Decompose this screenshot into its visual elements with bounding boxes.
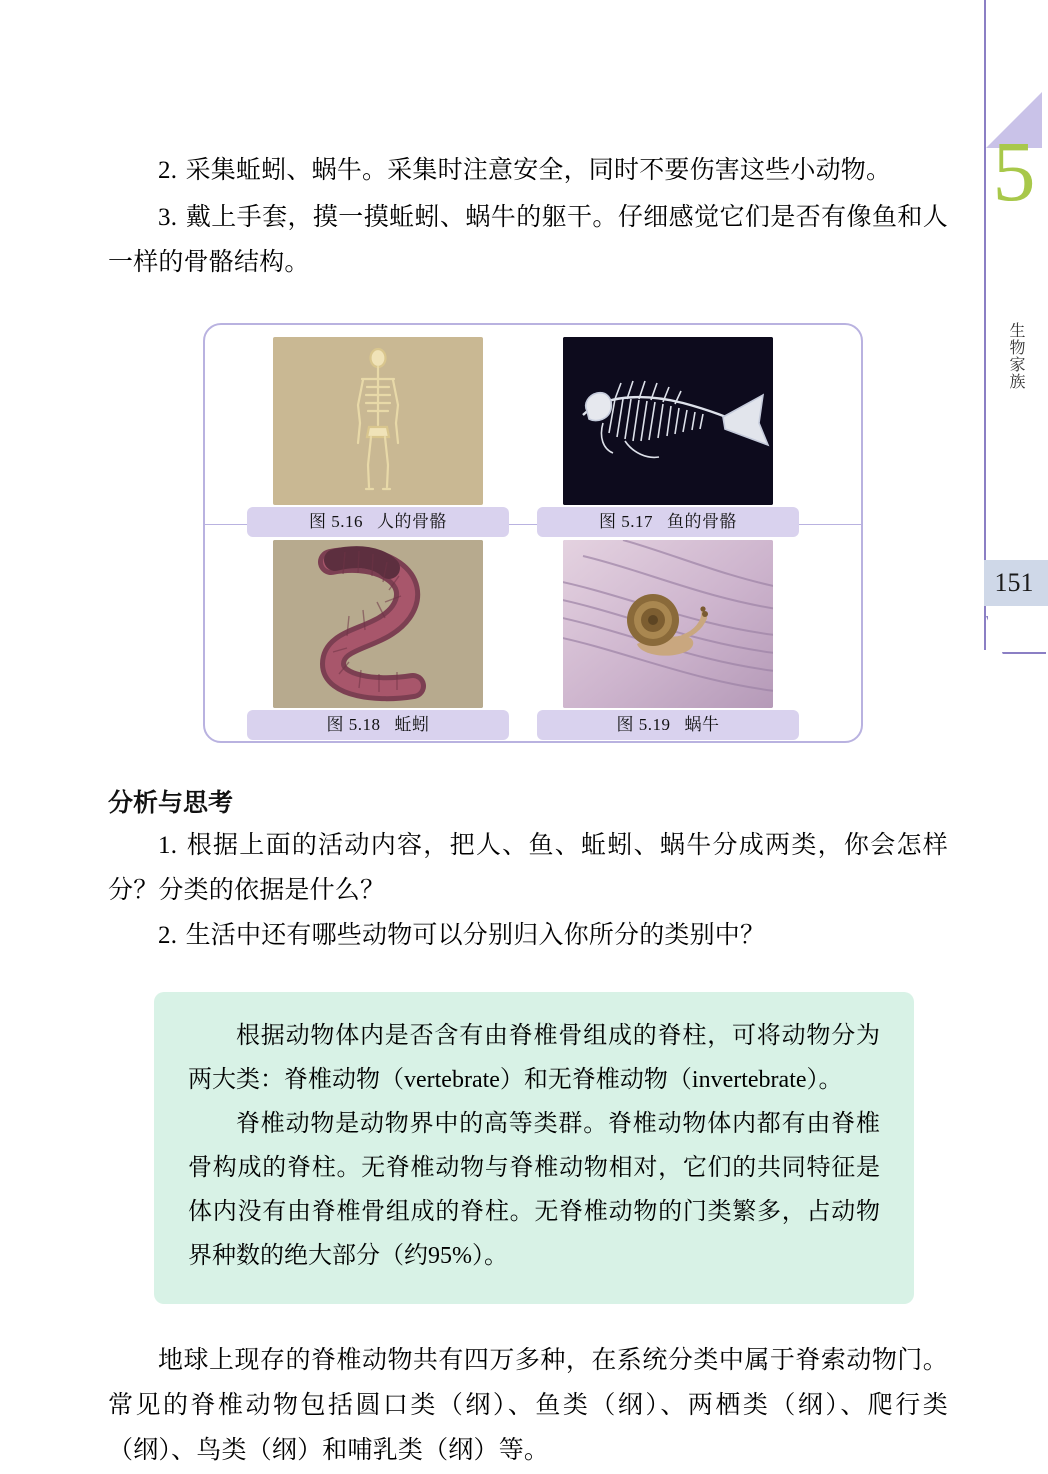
snail-illustration <box>563 540 773 708</box>
question-2-number: 2. <box>158 922 178 949</box>
figure-human-skeleton <box>273 337 483 531</box>
figure-fish-skeleton <box>563 337 773 531</box>
figure-5-16-id: 图 5.16 <box>309 512 363 531</box>
question-1-number: 1. <box>158 832 178 859</box>
definition-paragraph-1: 根据动物体内是否含有由脊椎骨组成的脊柱，可将动物分为两大类：脊椎动物（vertebrate）和无脊椎动物（invertebrate）。 <box>188 1023 880 1093</box>
definition-paragraph-2: 脊椎动物是动物界中的高等类群。脊椎动物体内都有由脊椎骨构成的脊柱。无脊椎动物与脊椎动物相对，它们的共同特征是体内没有由脊椎骨组成的脊柱。无脊椎动物的门类繁多，占动物界种数的绝大部分（约95%）。 <box>188 1111 880 1269</box>
figure-5-16-caption: 人的骨骼 <box>377 512 447 531</box>
figure-human-skeleton-caption <box>247 507 509 537</box>
analysis-question-1 <box>108 823 948 913</box>
question-2-text: 生活中还有哪些动物可以分别归入你所分的类别中？ <box>185 922 766 949</box>
chapter-name: 生物家族 <box>1007 322 1024 390</box>
human-skeleton-illustration <box>349 347 407 495</box>
figure-snail-image <box>563 540 773 708</box>
figure-earthworm-image <box>273 540 483 708</box>
figure-5-17-caption: 鱼的骨骼 <box>667 512 737 531</box>
page-number: 151 <box>994 568 1034 597</box>
chapter-side-tab <box>976 0 1048 670</box>
question-1-text: 根据上面的活动内容，把人、鱼、蚯蚓、蜗牛分成两类，你会怎样分？分类的依据是什么？ <box>108 832 948 904</box>
figure-5-18-id: 图 5.18 <box>326 715 381 734</box>
figure-5-18-caption: 蚯蚓 <box>394 715 430 734</box>
closing-paragraph: 地球上现存的脊椎动物共有四万多种，在系统分类中属于脊索动物门。常见的脊椎动物包括圆口类（纲）、鱼类（纲）、两栖类（纲）、爬行类（纲）、鸟类（纲）和哺乳类（纲）等。 <box>108 1347 948 1464</box>
analysis-heading: 分析与思考 <box>108 789 234 817</box>
definition-highlight-box <box>154 992 914 1304</box>
earthworm-illustration <box>273 540 483 708</box>
step-3-number: 3. <box>158 204 178 231</box>
page-content <box>108 0 948 1473</box>
chapter-number: 5 <box>992 123 1036 219</box>
figure-5-19-id: 图 5.19 <box>616 715 671 734</box>
figure-earthworm <box>273 540 483 734</box>
figure-panel <box>203 323 863 743</box>
figure-fish-skeleton-caption <box>537 507 799 537</box>
figure-5-17-id: 图 5.17 <box>599 512 653 531</box>
step-2-text: 采集蚯蚓、蜗牛。采集时注意安全，同时不要伤害这些小动物。 <box>185 157 892 184</box>
figure-5-19-caption: 蜗牛 <box>684 715 720 734</box>
activity-step-3 <box>108 195 948 285</box>
activity-step-2 <box>108 148 948 193</box>
figure-human-skeleton-image <box>273 337 483 505</box>
analysis-question-2 <box>108 913 948 958</box>
figure-earthworm-caption <box>247 710 509 740</box>
step-2-number: 2. <box>158 157 178 184</box>
figure-snail-caption <box>537 710 799 740</box>
figure-fish-skeleton-image <box>563 337 773 505</box>
fish-skeleton-illustration <box>563 337 773 505</box>
figure-snail <box>563 540 773 734</box>
step-3-text: 戴上手套，摸一摸蚯蚓、蜗牛的躯干。仔细感觉它们是否有像鱼和人一样的骨骼结构。 <box>108 204 948 276</box>
